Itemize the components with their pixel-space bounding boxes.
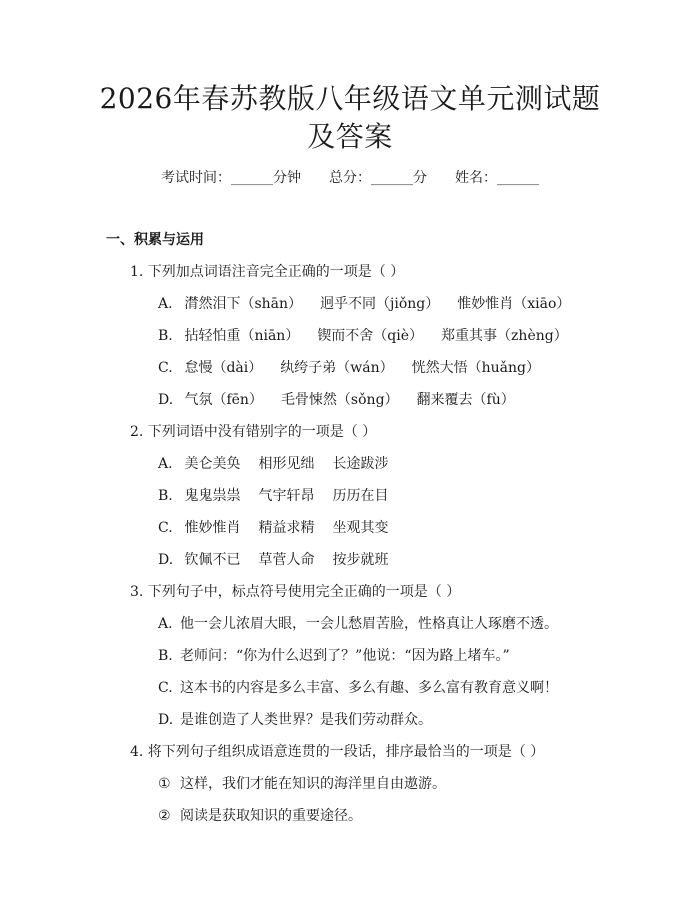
option-word: 气宇轩昂: [258, 488, 315, 504]
option-word: 怠慢（dài）: [184, 360, 263, 376]
option-word: 惟妙惟肖: [184, 520, 241, 536]
option-word: 锲而不舍（qiè）: [317, 328, 424, 344]
option-word: 长途跋涉: [332, 456, 389, 472]
option-word: 恍然大悟（huǎng）: [411, 360, 540, 376]
exam-meta: [0, 168, 700, 188]
section-heading: 一、积累与运用: [106, 232, 204, 248]
option-word: 翻来覆去（fù）: [416, 392, 515, 408]
option-key: A.: [158, 456, 173, 472]
option-word: 美仑美奂: [184, 456, 241, 472]
option-key: B.: [158, 648, 173, 664]
option-key: C.: [158, 520, 173, 536]
q4-sentence-1: [158, 774, 446, 794]
total-score: 总分：______分: [329, 170, 427, 186]
q1-option-a: [158, 294, 588, 314]
q3-option-c: [158, 678, 558, 698]
option-word: 惟妙惟肖（xiāo）: [457, 296, 571, 312]
option-key: C.: [158, 360, 173, 376]
exam-time: 考试时间：______分钟: [161, 170, 301, 186]
question-2: 2. 下列词语中没有错别字的一项是（ ）: [130, 424, 377, 440]
option-word: 草菅人命: [258, 552, 315, 568]
option-word: 鬼鬼祟祟: [184, 488, 241, 504]
option-word: 钦佩不已: [184, 552, 241, 568]
q1-option-b: [158, 326, 586, 346]
q4-sentence-2: [158, 806, 362, 826]
option-word: 坐观其变: [332, 520, 389, 536]
option-word: 毛骨悚然（sǒng）: [280, 392, 399, 408]
option-key: A.: [158, 616, 173, 632]
option-word: 迥乎不同（jiǒng）: [320, 296, 440, 312]
question-4: 4. 将下列句子组织成语意连贯的一段话，排序最恰当的一项是（ ）: [130, 744, 545, 760]
option-key: C.: [158, 680, 173, 696]
option-key: B.: [158, 488, 173, 504]
q3-option-a: [158, 614, 558, 634]
option-word: 历历在目: [332, 488, 389, 504]
option-word: 拈轻怕重（niān）: [184, 328, 300, 344]
q2-option-a: [158, 454, 406, 474]
sentence-text: 阅读是获取知识的重要途径。: [180, 808, 362, 824]
question-3: 3. 下列句子中，标点符号使用完全正确的一项是（ ）: [130, 584, 461, 600]
question-1: 1. 下列加点词语注音完全正确的一项是（ ）: [130, 264, 405, 280]
option-text: 他一会儿浓眉大眼，一会儿愁眉苦脸，性格真让人琢磨不透。: [180, 616, 558, 632]
option-word: 潸然泪下（shān）: [184, 296, 303, 312]
option-key: D.: [158, 712, 174, 728]
q1-option-c: [158, 358, 558, 378]
q2-option-c: [158, 518, 406, 538]
option-key: A.: [158, 296, 173, 312]
option-word: 按步就班: [332, 552, 389, 568]
q2-option-d: [158, 550, 406, 570]
q2-option-b: [158, 486, 406, 506]
option-text: 这本书的内容是多么丰富、多么有趣、多么富有教育意义啊！: [180, 680, 558, 696]
option-word: 气氛（fēn）: [184, 392, 263, 408]
sentence-number: ②: [158, 808, 171, 824]
option-key: B.: [158, 328, 173, 344]
option-word: 精益求精: [258, 520, 315, 536]
q3-option-d: [158, 710, 432, 730]
option-word: 郑重其事（zhèng）: [441, 328, 568, 344]
option-key: D.: [158, 392, 174, 408]
page-title: 2026年春苏教版八年级语文单元测试题及答案: [99, 82, 601, 153]
option-word: 纨绔子弟（wán）: [280, 360, 394, 376]
q3-option-b: [158, 646, 510, 666]
option-key: D.: [158, 552, 174, 568]
option-text: 老师问：“你为什么迟到了？”他说：“因为路上堵车。”: [180, 648, 510, 664]
sentence-text: 这样，我们才能在知识的海洋里自由遨游。: [180, 776, 446, 792]
option-text: 是谁创造了人类世界？是我们劳动群众。: [180, 712, 432, 728]
sentence-number: ①: [158, 776, 171, 792]
option-word: 相形见绌: [258, 456, 315, 472]
q1-option-d: [158, 390, 533, 410]
student-name: 姓名：______: [455, 170, 539, 186]
